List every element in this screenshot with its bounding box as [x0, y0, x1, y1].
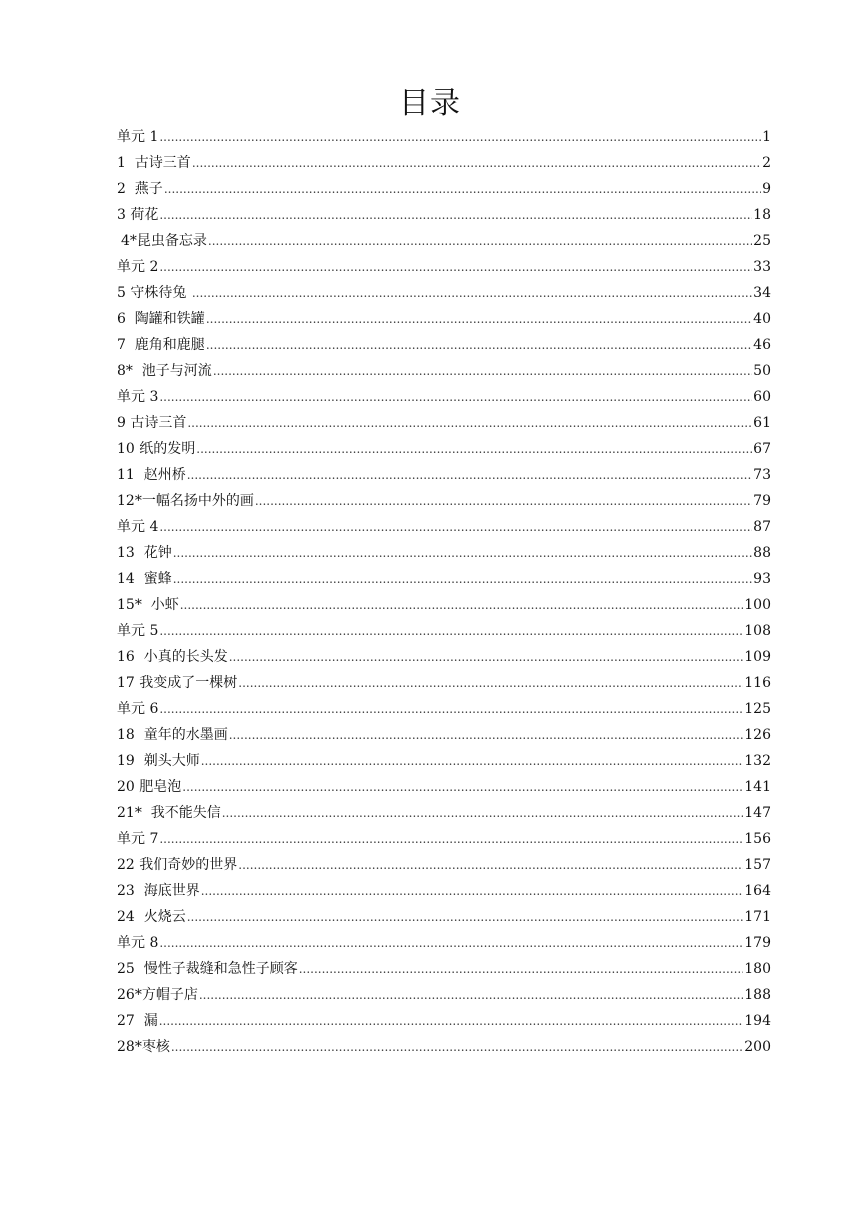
toc-entry[interactable]	[117, 592, 771, 618]
toc-dot-leader	[201, 748, 744, 774]
toc-page-number: 126	[744, 727, 771, 743]
toc-page-number: 40	[753, 311, 771, 327]
toc-dot-leader	[192, 150, 761, 176]
toc-entry-label: 15* 小虾	[117, 597, 179, 613]
toc-dot-leader	[159, 930, 743, 956]
toc-dot-leader	[206, 332, 752, 358]
toc-entry-label: 23 海底世界	[117, 883, 200, 899]
toc-page-number: 116	[744, 675, 771, 691]
toc-entry-label: 16 小真的长头发	[117, 649, 228, 665]
toc-entry[interactable]	[117, 124, 771, 150]
toc-entry-label: 单元 8	[117, 935, 159, 951]
toc-entry[interactable]	[117, 696, 771, 722]
toc-page-number: 109	[744, 649, 771, 665]
toc-page-number: 156	[744, 831, 771, 847]
toc-page-number: 125	[744, 701, 771, 717]
toc-entry-label: 单元 1	[117, 129, 159, 145]
toc-entry[interactable]	[117, 878, 771, 904]
toc-entry-label: 12*一幅名扬中外的画	[117, 493, 254, 509]
toc-dot-leader	[159, 202, 752, 228]
toc-page-number: 67	[753, 441, 771, 457]
toc-dot-leader	[182, 774, 743, 800]
toc-entry[interactable]	[117, 462, 771, 488]
toc-entry[interactable]	[117, 488, 771, 514]
toc-entry-label: 17 我变成了一棵树	[117, 675, 238, 691]
toc-entry[interactable]	[117, 826, 771, 852]
toc-entry-label: 10 纸的发明	[117, 441, 196, 457]
toc-dot-leader	[229, 644, 744, 670]
toc-page-number: 46	[753, 337, 771, 353]
toc-entry-label: 8* 池子与河流	[117, 363, 212, 379]
toc-entry[interactable]	[117, 280, 771, 306]
toc-page-number: 33	[753, 259, 771, 275]
toc-entry[interactable]	[117, 332, 771, 358]
toc-dot-leader	[199, 982, 743, 1008]
toc-page-number: 132	[744, 753, 771, 769]
toc-entry[interactable]	[117, 982, 771, 1008]
toc-page-number: 108	[744, 623, 771, 639]
toc-page-number: 79	[753, 493, 771, 509]
toc-dot-leader	[299, 956, 744, 982]
toc-page-number: 88	[753, 545, 771, 561]
toc-dot-leader	[187, 904, 744, 930]
toc-dot-leader	[238, 852, 743, 878]
toc-dot-leader	[159, 696, 743, 722]
toc-page-number: 34	[753, 285, 771, 301]
toc-dot-leader	[229, 722, 744, 748]
toc-entry-label: 28*枣核	[117, 1039, 170, 1055]
toc-page-number: 180	[744, 961, 771, 977]
toc-page-number: 171	[744, 909, 771, 925]
toc-entry-label: 6 陶罐和铁罐	[117, 311, 205, 327]
toc-page-number: 25	[753, 233, 771, 249]
toc-dot-leader	[173, 566, 752, 592]
toc-entry-label: 13 花钟	[117, 545, 172, 561]
toc-entry[interactable]	[117, 748, 771, 774]
toc-entry-label: 11 赵州桥	[117, 467, 186, 483]
toc-entry-label: 27 漏	[117, 1013, 158, 1029]
page-title: 目录	[399, 86, 461, 121]
toc-entry[interactable]	[117, 150, 771, 176]
toc-page-number: 147	[744, 805, 771, 821]
toc-entry[interactable]	[117, 904, 771, 930]
toc-entry-label: 2 燕子	[117, 181, 163, 197]
toc-dot-leader	[206, 306, 752, 332]
toc-entry[interactable]	[117, 774, 771, 800]
toc-entry[interactable]	[117, 566, 771, 592]
toc-dot-leader	[187, 462, 752, 488]
toc-entry-label: 5 守株待兔	[117, 285, 191, 301]
toc-dot-leader	[159, 514, 752, 540]
toc-dot-leader	[201, 878, 744, 904]
toc-entry[interactable]	[117, 384, 771, 410]
toc-page-number: 2	[762, 155, 771, 171]
toc-entry[interactable]	[117, 852, 771, 878]
toc-page-number: 1	[762, 129, 771, 145]
toc-page-number: 179	[744, 935, 771, 951]
toc-page-number: 93	[753, 571, 771, 587]
toc-entry-label: 单元 4	[117, 519, 159, 535]
toc-page-number: 9	[762, 181, 771, 197]
toc-entry[interactable]	[117, 436, 771, 462]
toc-page-number: 61	[753, 415, 771, 431]
toc-entry-label: 26*方帽子店	[117, 987, 198, 1003]
toc-dot-leader	[180, 592, 744, 618]
toc-entry-label: 单元 6	[117, 701, 159, 717]
toc-entry-label: 20 肥皂泡	[117, 779, 182, 795]
toc-entry[interactable]	[117, 410, 771, 436]
toc-page-number: 188	[744, 987, 771, 1003]
toc-entry[interactable]	[117, 1008, 771, 1034]
toc-dot-leader	[159, 618, 743, 644]
toc-page-number: 164	[744, 883, 771, 899]
toc-entry-label: 3 荷花	[117, 207, 159, 223]
toc-dot-leader	[159, 826, 743, 852]
toc-entry[interactable]	[117, 930, 771, 956]
toc-dot-leader	[238, 670, 743, 696]
toc-entry-label: 单元 5	[117, 623, 159, 639]
toc-entry-label: 单元 2	[117, 259, 159, 275]
toc-entry[interactable]	[117, 956, 771, 982]
toc-dot-leader	[159, 254, 752, 280]
toc-entry-label: 4*昆虫备忘录	[121, 233, 207, 249]
toc-dot-leader	[196, 436, 752, 462]
toc-entry[interactable]	[117, 254, 771, 280]
toc-dot-leader	[171, 1034, 743, 1060]
toc-dot-leader	[173, 540, 752, 566]
toc-dot-leader	[192, 280, 752, 306]
toc-entry[interactable]	[117, 1034, 771, 1060]
toc-page-number: 87	[753, 519, 771, 535]
toc-dot-leader	[208, 228, 752, 254]
toc-entry[interactable]	[117, 514, 771, 540]
toc-entry-label: 25 慢性子裁缝和急性子顾客	[117, 961, 298, 977]
table-of-contents	[117, 124, 771, 1060]
toc-dot-leader	[187, 410, 752, 436]
toc-page-number: 157	[744, 857, 771, 873]
toc-entry-label: 单元 7	[117, 831, 159, 847]
toc-page-number: 141	[744, 779, 771, 795]
toc-page-number: 200	[744, 1039, 771, 1055]
toc-entry[interactable]	[117, 306, 771, 332]
toc-entry[interactable]	[117, 228, 771, 254]
toc-dot-leader	[159, 1008, 744, 1034]
toc-dot-leader	[159, 124, 761, 150]
toc-dot-leader	[222, 800, 744, 826]
toc-entry[interactable]	[117, 540, 771, 566]
toc-page-number: 73	[753, 467, 771, 483]
toc-entry-label: 7 鹿角和鹿腿	[117, 337, 205, 353]
toc-entry[interactable]	[117, 800, 771, 826]
toc-page-number: 100	[744, 597, 771, 613]
toc-entry-label: 14 蜜蜂	[117, 571, 172, 587]
toc-entry[interactable]	[117, 670, 771, 696]
toc-entry-label: 21* 我不能失信	[117, 805, 221, 821]
toc-entry-label: 18 童年的水墨画	[117, 727, 228, 743]
toc-entry[interactable]	[117, 176, 771, 202]
toc-dot-leader	[255, 488, 752, 514]
toc-dot-leader	[159, 384, 752, 410]
toc-page-number: 60	[753, 389, 771, 405]
toc-dot-leader	[213, 358, 752, 384]
toc-entry-label: 1 古诗三首	[117, 155, 191, 171]
toc-page-number: 18	[753, 207, 771, 223]
toc-entry-label: 22 我们奇妙的世界	[117, 857, 238, 873]
toc-entry-label: 9 古诗三首	[117, 415, 187, 431]
toc-entry-label: 19 剃头大师	[117, 753, 200, 769]
toc-entry[interactable]	[117, 644, 771, 670]
toc-entry[interactable]	[117, 618, 771, 644]
toc-entry-label: 单元 3	[117, 389, 159, 405]
toc-page-number: 194	[744, 1013, 771, 1029]
toc-entry-label: 24 火烧云	[117, 909, 186, 925]
toc-entry[interactable]	[117, 358, 771, 384]
toc-entry[interactable]	[117, 722, 771, 748]
toc-entry[interactable]	[117, 202, 771, 228]
toc-page-number: 50	[753, 363, 771, 379]
toc-dot-leader	[164, 176, 761, 202]
